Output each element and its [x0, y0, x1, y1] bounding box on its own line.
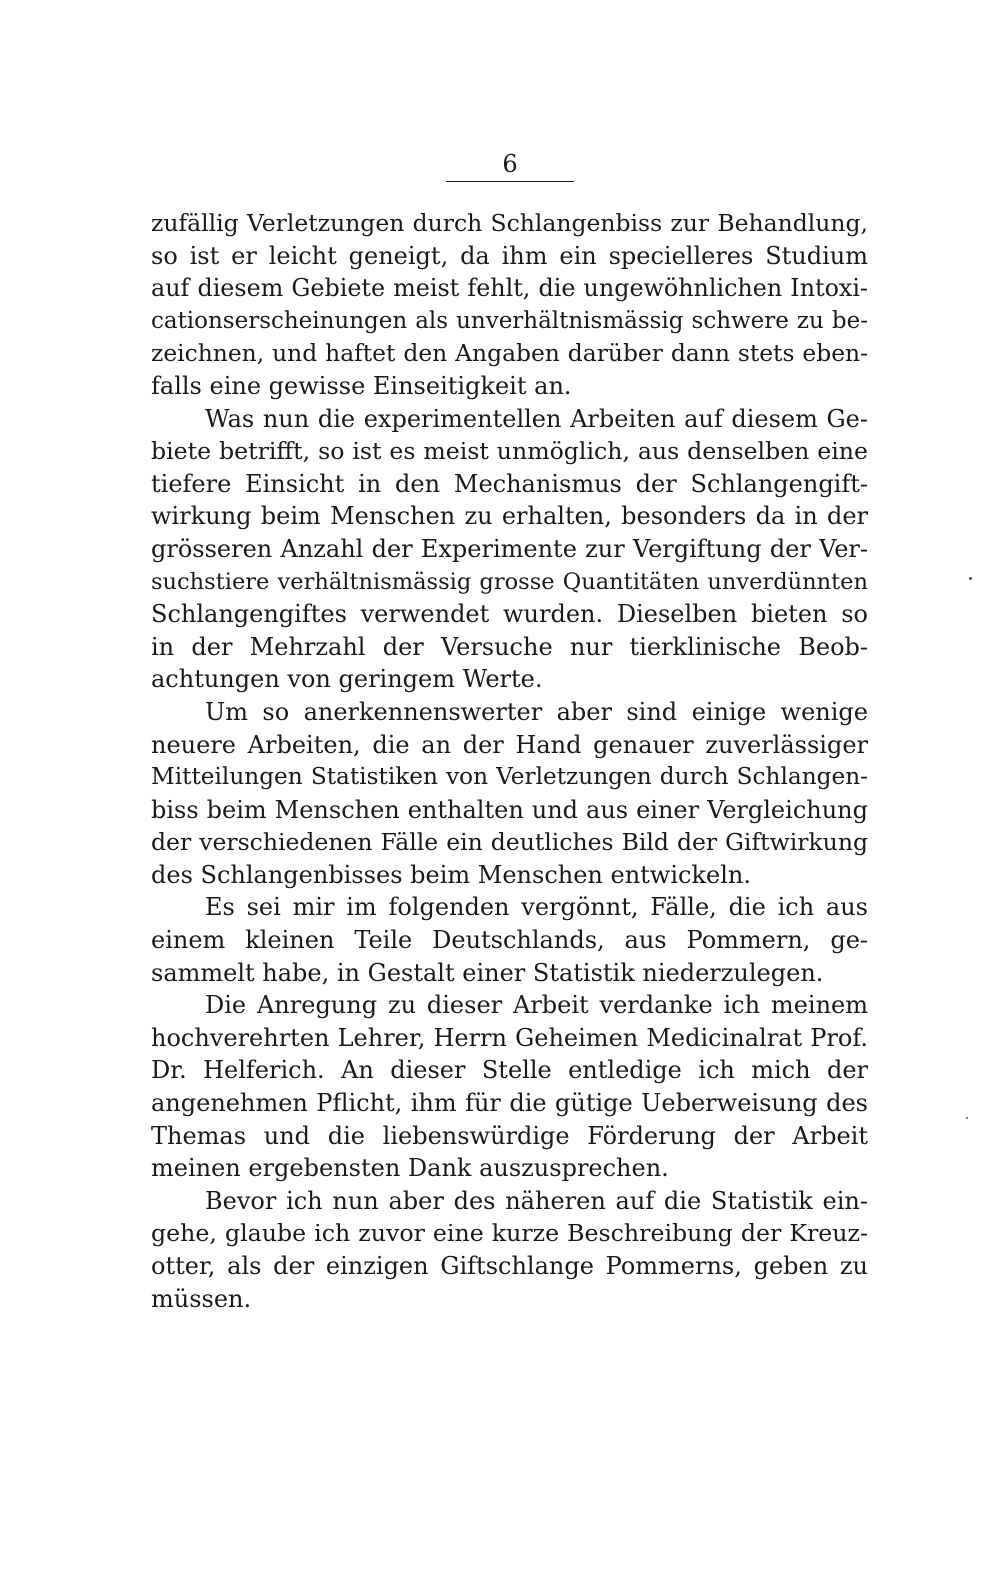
text-line: auf diesem Gebiete meist fehlt, die ungewöhnlichen Intoxi- [151, 274, 868, 303]
text-line: Themas und die liebenswürdige Förderung der Arbeit [151, 1121, 868, 1150]
text-line: des Schlangenbisses beim Menschen entwickeln. [151, 860, 751, 889]
text-line: wirkung beim Menschen zu erhalten, besonders da in der [151, 502, 868, 531]
text-line: achtungen von geringem Werte. [151, 665, 543, 694]
text-line: tiefere Einsicht in den Mechanismus der Schlangengift- [151, 469, 868, 498]
text-line: falls eine gewisse Einseitigkeit an. [151, 371, 572, 400]
body-text [151, 207, 868, 1315]
text-line: cationserscheinungen als unverhältnismässig schwere zu be- [151, 307, 868, 334]
text-line: biss beim Menschen enthalten und aus einer Vergleichung [151, 795, 868, 824]
scan-speck [969, 577, 972, 580]
text-line: Mitteilungen Statistiken von Verletzungen durch Schlangen- [151, 763, 868, 791]
page-number-rule [446, 181, 574, 182]
text-line: Die Anregung zu dieser Arbeit verdanke ich meinem [205, 991, 868, 1020]
text-line: Schlangengiftes verwendet wurden. Dieselben bieten so [151, 600, 868, 629]
text-line: hochverehrten Lehrer, Herrn Geheimen Medicinalrat Prof. [151, 1023, 868, 1052]
text-line: sammelt habe, in Gestalt einer Statistik niederzulegen. [151, 958, 824, 987]
text-line: neuere Arbeiten, die an der Hand genauer zuverlässiger [151, 730, 868, 759]
text-line: suchstiere verhältnismässig grosse Quantitäten unverdünnten [151, 568, 868, 595]
text-line: Was nun die experimentellen Arbeiten auf diesem Ge- [205, 404, 868, 433]
text-line: Bevor ich nun aber des näheren auf die Statistik ein- [205, 1186, 868, 1215]
text-line: zeichnen, und haftet den Angaben darüber dann stets eben- [151, 339, 868, 368]
text-line: zufällig Verletzungen durch Schlangenbiss zur Behandlung, [151, 209, 868, 237]
text-line: der verschiedenen Fälle ein deutliches Bild der Giftwirkung [151, 828, 868, 857]
text-line: meinen ergebensten Dank auszusprechen. [151, 1154, 669, 1183]
text-line: in der Mehrzahl der Versuche nur tierklinische Beob- [151, 632, 868, 661]
scan-speck [966, 1117, 968, 1119]
text-line: Um so anerkennenswerter aber sind einige wenige [205, 697, 868, 726]
text-line: angenehmen Pflicht, ihm für die gütige Ueberweisung des [151, 1089, 868, 1118]
text-line: gehe, glaube ich zuvor eine kurze Beschreibung der Kreuz- [151, 1219, 868, 1248]
text-line: Dr. Helferich. An dieser Stelle entledige ich mich der [151, 1056, 868, 1085]
text-line: so ist er leicht geneigt, da ihm ein specielleres Studium [151, 241, 868, 270]
text-line: grösseren Anzahl der Experimente zur Vergiftung der Ver- [151, 534, 868, 563]
text-line: einem kleinen Teile Deutschlands, aus Pommern, ge- [151, 926, 868, 955]
text-line: otter, als der einzigen Giftschlange Pommerns, geben zu [151, 1252, 868, 1280]
text-line: biete betrifft, so ist es meist unmöglich, aus denselben eine [151, 437, 868, 466]
text-line: Es sei mir im folgenden vergönnt, Fälle, die ich aus [205, 893, 868, 922]
page-number: 6 [502, 150, 518, 178]
text-line: müssen. [151, 1284, 252, 1313]
